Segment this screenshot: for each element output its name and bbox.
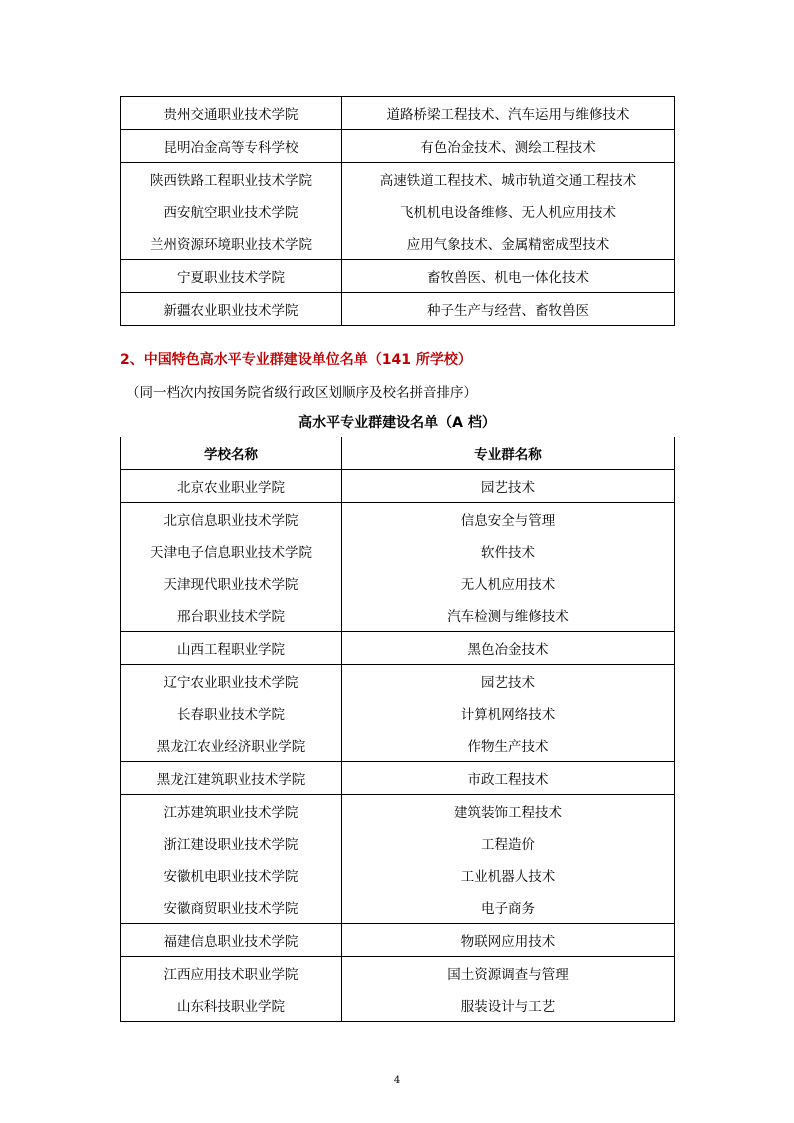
group-cell: 工程造价 (342, 827, 675, 859)
ordering-note: （同一档次内按国务院省级行政区划顺序及校名拼音排序） (126, 385, 477, 401)
table-row (121, 762, 675, 795)
school-cell: 新疆农业职业技术学院 (121, 293, 342, 326)
table-header-row (121, 437, 675, 470)
group-cell: 园艺技术 (342, 470, 675, 503)
school-cell: 黑龙江农业经济职业学院 (121, 729, 342, 762)
school-cell: 福建信息职业技术学院 (121, 924, 342, 957)
majors-cell: 高速铁道工程技术、城市轨道交通工程技术 (342, 163, 675, 196)
majors-cell: 飞机机电设备维修、无人机应用技术 (342, 195, 675, 227)
majors-cell: 道路桥梁工程技术、汽车运用与维修技术 (342, 97, 675, 130)
table-row (121, 227, 675, 260)
school-cell: 安徽商贸职业技术学院 (121, 891, 342, 924)
group-cell: 无人机应用技术 (342, 567, 675, 599)
table-row (121, 535, 675, 567)
table-row (121, 599, 675, 632)
school-cell: 宁夏职业技术学院 (121, 260, 342, 293)
school-cell: 长春职业技术学院 (121, 697, 342, 729)
table-row (121, 97, 675, 130)
table-row (121, 163, 675, 196)
school-cell: 安徽机电职业技术学院 (121, 859, 342, 891)
table-row (121, 130, 675, 163)
majors-cell: 种子生产与经营、畜牧兽医 (342, 293, 675, 326)
table-row (121, 924, 675, 957)
school-cell: 天津现代职业技术学院 (121, 567, 342, 599)
table-row (121, 891, 675, 924)
page-number: 4 (393, 1075, 401, 1086)
school-cell: 江苏建筑职业技术学院 (121, 795, 342, 828)
school-cell: 西安航空职业技术学院 (121, 195, 342, 227)
school-cell: 天津电子信息职业技术学院 (121, 535, 342, 567)
group-cell: 软件技术 (342, 535, 675, 567)
a-tier-table (120, 437, 675, 1022)
table-row (121, 470, 675, 503)
group-cell: 信息安全与管理 (342, 503, 675, 536)
table-row (121, 195, 675, 227)
a-tier-table-body (121, 470, 675, 1022)
school-cell: 辽宁农业职业技术学院 (121, 665, 342, 698)
school-cell: 江西应用技术职业学院 (121, 957, 342, 990)
group-cell: 市政工程技术 (342, 762, 675, 795)
school-cell: 贵州交通职业技术学院 (121, 97, 342, 130)
table-row (121, 293, 675, 326)
group-cell: 建筑装饰工程技术 (342, 795, 675, 828)
table-row (121, 859, 675, 891)
table-row (121, 632, 675, 665)
table-row (121, 957, 675, 990)
a-tier-table-head (121, 437, 675, 470)
majors-cell: 应用气象技术、金属精密成型技术 (342, 227, 675, 260)
group-cell: 电子商务 (342, 891, 675, 924)
group-cell: 工业机器人技术 (342, 859, 675, 891)
majors-cell: 畜牧兽医、机电一体化技术 (342, 260, 675, 293)
group-cell: 园艺技术 (342, 665, 675, 698)
continued-table (120, 96, 675, 326)
group-cell: 服装设计与工艺 (342, 989, 675, 1022)
school-cell: 黑龙江建筑职业技术学院 (121, 762, 342, 795)
school-name-header: 学校名称 (121, 437, 342, 470)
group-cell: 物联网应用技术 (342, 924, 675, 957)
continued-table-body (121, 97, 675, 326)
table-row (121, 795, 675, 828)
group-cell: 计算机网络技术 (342, 697, 675, 729)
school-cell: 山东科技职业学院 (121, 989, 342, 1022)
group-cell: 汽车检测与维修技术 (342, 599, 675, 632)
school-cell: 陕西铁路工程职业技术学院 (121, 163, 342, 196)
group-name-header: 专业群名称 (342, 437, 675, 470)
school-cell: 邢台职业技术学院 (121, 599, 342, 632)
school-cell: 北京农业职业学院 (121, 470, 342, 503)
group-cell: 作物生产技术 (342, 729, 675, 762)
group-cell: 黑色冶金技术 (342, 632, 675, 665)
table-row (121, 827, 675, 859)
section-title: 2、中国特色高水平专业群建设单位名单（141 所学校） (120, 352, 472, 368)
school-cell: 兰州资源环境职业技术学院 (121, 227, 342, 260)
table-row (121, 260, 675, 293)
table-row (121, 697, 675, 729)
school-cell: 山西工程职业学院 (121, 632, 342, 665)
table-row (121, 503, 675, 536)
school-cell: 浙江建设职业技术学院 (121, 827, 342, 859)
group-cell: 国土资源调查与管理 (342, 957, 675, 990)
table-row (121, 729, 675, 762)
majors-cell: 有色冶金技术、测绘工程技术 (342, 130, 675, 163)
school-cell: 北京信息职业技术学院 (121, 503, 342, 536)
table-caption: 高水平专业群建设名单（A 档） (298, 415, 496, 431)
table-row (121, 567, 675, 599)
table-row (121, 989, 675, 1022)
table-row (121, 665, 675, 698)
school-cell: 昆明冶金高等专科学校 (121, 130, 342, 163)
